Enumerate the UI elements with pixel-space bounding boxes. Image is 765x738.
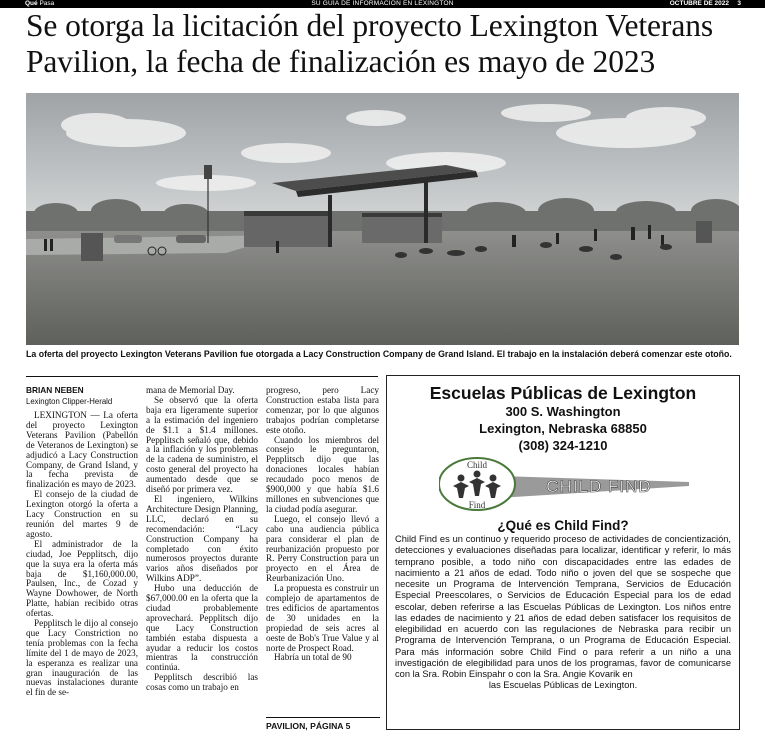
logo-word-2: Find (468, 500, 486, 510)
article-column-3 (266, 386, 379, 663)
jump-rule (266, 717, 380, 718)
section-guide: SU GUÍA DE INFORMACIÓN EN LEXINGTON (311, 0, 454, 7)
publication-brand: Qué Pasa (25, 0, 55, 7)
paragraph: mana de Memorial Day. (146, 385, 235, 395)
paragraph: Pepplitsch describió las cosas como un trabajo en (146, 672, 258, 693)
logo-word-1: Child (466, 460, 488, 470)
paragraph: Se observó que la oferta baja era ligeramente superior a la estimación del ingeniero de $1.1 a $1.4 millones. Pepplitsch señaló que, debido a la inflación y los problemas de la cadena de suministro, el costo general del proyecto ha aumentado desde que se diseñó por primera vez. (146, 394, 258, 495)
ad-paragraph-closing: las Escuelas Públicas de Lexington. (488, 680, 638, 691)
ad-question-heading: ¿Qué es Child Find? (497, 518, 629, 533)
paragraph: Habría un total de 90 (274, 652, 352, 663)
logo-banner-text: CHILD FIND (546, 477, 652, 496)
author-byline: BRIAN NEBEN (26, 385, 84, 395)
paragraph: progreso, pero Lacy Construction estaba lista para comenzar, por lo que algunos trabajos podrían completarse este otoño. (266, 385, 379, 435)
headline-line-1: Se otorga la licitación del proyecto Lexington Veterans (26, 8, 714, 43)
page-header-bar (0, 0, 765, 8)
child-find-advertisement (386, 375, 740, 730)
page-number: 3 (737, 0, 741, 7)
ad-title: Escuelas Públicas de Lexington (429, 383, 697, 403)
ad-city: Lexington, Nebraska 68850 (479, 421, 647, 436)
paragraph: El consejo de la ciudad de Lexington otorgó la oferta a Lacy Construction en su reunión del martes 9 de agosto. (26, 489, 138, 539)
paragraph: LEXINGTON — La oferta del proyecto Lexington Veterans Pavilion (Pabellón de Veteranos de Lexington) se adjudicó a Lacy Construction Company, de Grand Island, y la fecha prevista de finalización es mayo de 2023. (26, 410, 138, 490)
child-find-logo (439, 456, 689, 512)
author-affiliation: Lexington Clipper-Herald (26, 397, 113, 406)
article-headline (26, 8, 742, 80)
paragraph: Pepplitsch le dijo al consejo que Lacy Constriction no tenía problemas con la fecha límite del 1 de mayo de 2023, la esperanza es realizar una gran inauguración de las nuevas instalaciones durante el fin de se- (26, 618, 138, 698)
ad-paragraph: Child Find es un continuo y requerido proceso de actividades de concientización, detecciones y evaluaciones diseñadas para localizar, identificar y referir, lo más temprano posible, a todo niño con discapacidades entre las edades de nacimiento a 21 años de edad. Todo niño o joven del que se sospeche que necesite un Programa de Intervención Temprana, Servicios de Educación Especial Preescolares, o Servicios de Educación Especial para los de edad escolar, deben referirse a las Escuelas Públicas de Lexington. Los niños entre las edades de nacimiento y 21 años de edad deben satisfacer los requisitos de elegibilidad en acuerdo con las regulaciones de Nebraska para recibir un Programa de Intervención Temprana, o un Programa de Educación Especial. Para más información sobre Child Find o para referir a un niño a una investigación de elegibilidad para unos de los programas, favor de comunicarse con la Sra. Robin Einspahr o con la Sra. Angie Kovarik en (395, 534, 731, 679)
paragraph: El administrador de la ciudad, Joe Pepplitsch, dijo que la suya era la oferta más baja de $1,160,000.00, Paulsen, Inc., de Cozad y Wayne Dowhower, de North Platte, habían recibido otras ofertas. (26, 538, 138, 619)
paragraph: Luego, el consejo llevó a cabo una audiencia pública para considerar el plan de reurbanización propuesto por R. Perry Construction para un proyecto en el Área de Reurbanización Uno. (266, 513, 379, 584)
pavilion-rendering-photo (26, 93, 739, 345)
article-column-2 (146, 386, 258, 693)
article-column-1 (26, 411, 138, 698)
paragraph: Cuando los miembros del consejo le preguntaron, Pepplitsch dijo que las donaciones locales habían recaudado poco menos de $900,000 y que había $1.6 millones en subvenciones que la ciudad podía asegurar. (266, 434, 379, 514)
children-figures-icon (453, 471, 501, 499)
ad-address (387, 403, 739, 454)
paragraph: La propuesta es construir un complejo de apartamentos de tres edificios de apartamentos de 30 unidades en la propiedad de seis acres al oeste de Bob's True Value y al norte de Prospect Road. (266, 583, 379, 653)
issue-date: OCTUBRE DE 2022 (669, 0, 729, 7)
column-top-rule (26, 376, 378, 377)
ad-phone: (308) 324-1210 (518, 438, 608, 453)
continued-on-page: PAVILION, PÁGINA 5 (266, 721, 351, 731)
paragraph: El ingeniero, Wilkins Architecture Design Planning, LLC, declaró en su recomendación: “Lacy Construction Company ha completado con éxito numerosos proyectos durante varios años diseñados por Wilkins ADP”. (146, 493, 258, 584)
ad-body-text (395, 534, 731, 692)
paragraph: Hubo una deducción de $67,000.00 en la oferta que la ciudad probablemente aprovechará. Pepplitsch dijo que Lacy Construction también estaba dispuesta a ayudar a reducir los costos mientras la construcción continúa. (146, 583, 258, 673)
ad-street: 300 S. Washington (505, 404, 621, 419)
photo-caption: La oferta del proyecto Lexington Veterans Pavilion fue otorgada a Lacy Construction Company de Grand Island. El trabajo en la instalación deberá comenzar este otoño. (26, 349, 732, 359)
headline-line-2: Pavilion, la fecha de finalización es mayo de 2023 (26, 44, 656, 79)
